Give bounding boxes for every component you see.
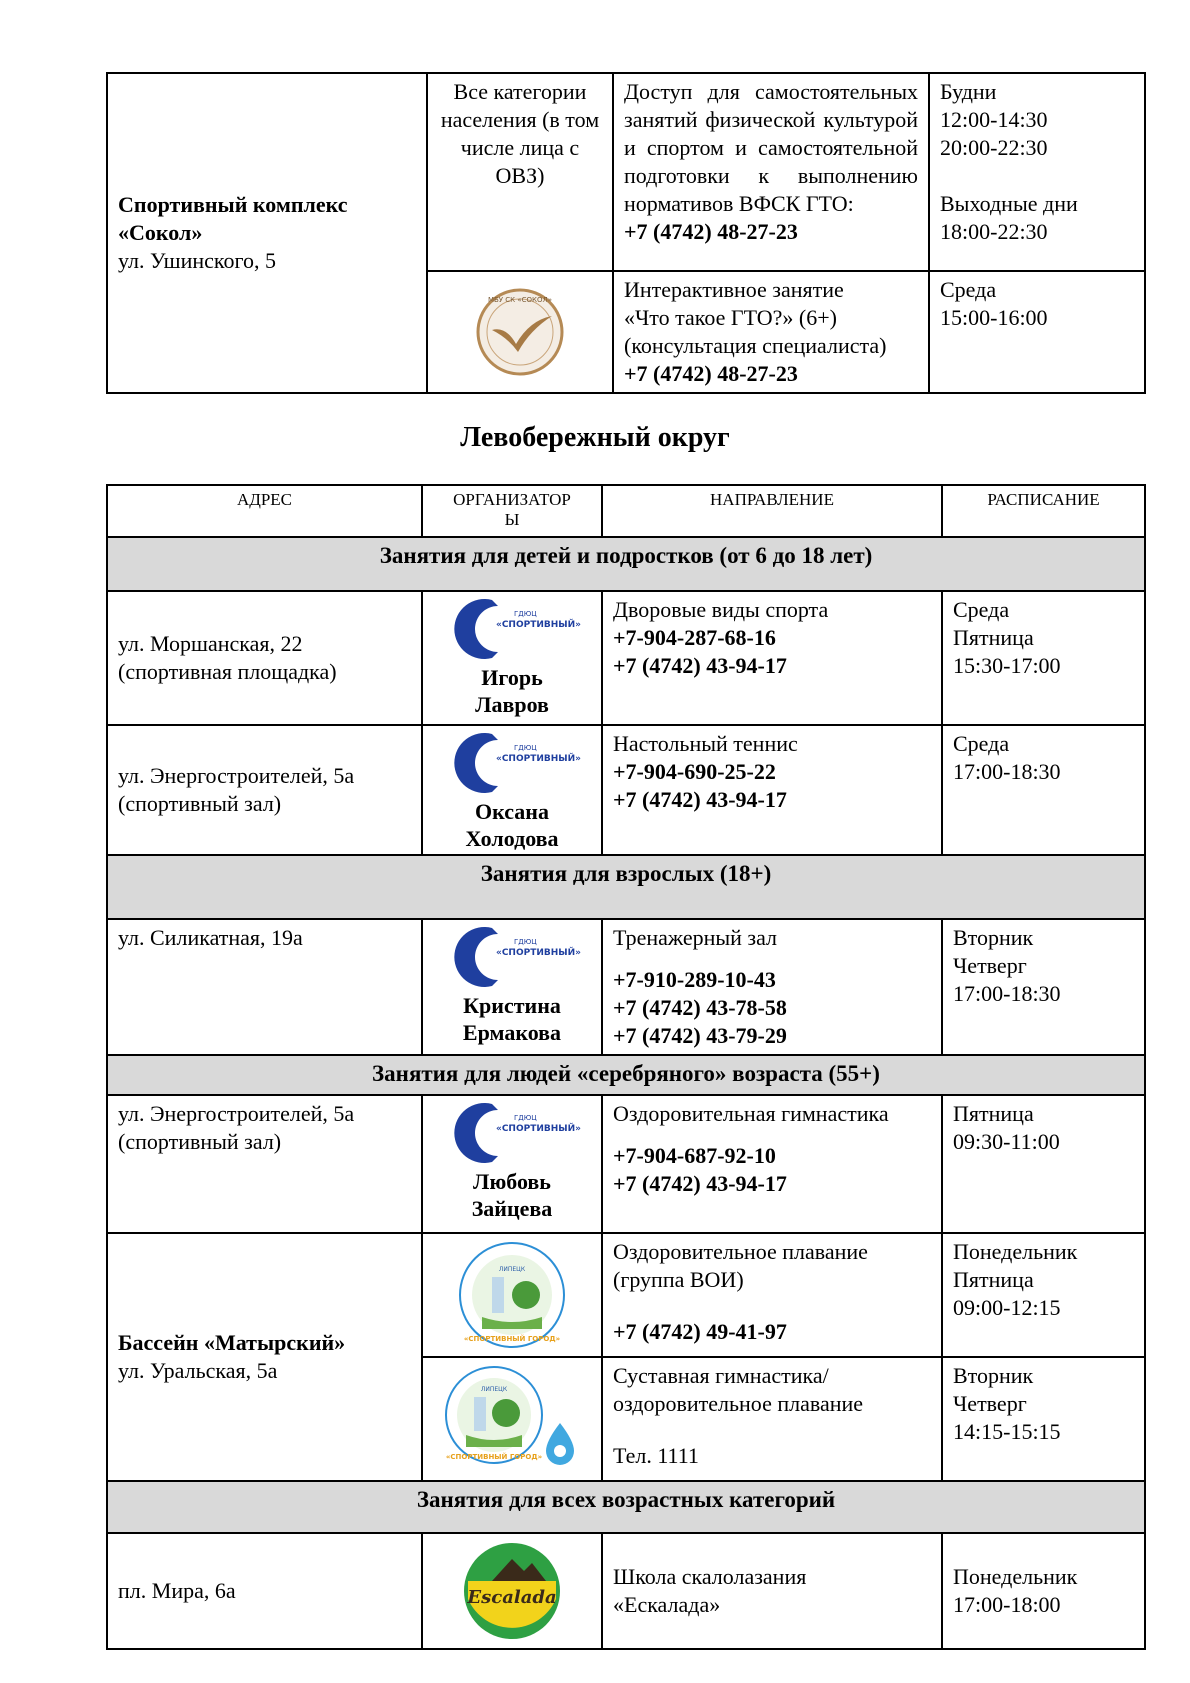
direction-phone: +7 (4742) 48-27-23 [624,361,798,386]
category-cell: Все категории населения (в том числе лица с ОВЗ) [427,73,613,271]
direction-cell [602,1357,942,1481]
organizer-cell [422,1357,602,1481]
direction-title: Суставная гимнастика/ [613,1363,829,1388]
direction-title: оздоровительное плавание [613,1391,864,1416]
schedule-line: Будни [940,79,997,104]
schedule-line: 20:00-22:30 [940,135,1048,160]
direction-text: Доступ для самостоятельных занятий физической культурой и спортом и самостоятельной подготовки к выполнению нормативов ВФСК ГТО: [624,79,918,216]
schedule-cell [942,1533,1145,1649]
table-row [107,919,1145,1055]
venue-name-line2: «Сокол» [118,220,203,245]
organizer-last-name: Лавров [475,692,549,717]
direction-title: «Ескалада» [613,1592,721,1617]
address-line: ул. Уральская, 5а [118,1358,278,1383]
sokol-logo-text: МБУ СК «СОКОЛ» [487,296,553,304]
gdyuts-logo [452,922,581,992]
address-cell [107,1533,422,1649]
organizer-first-name: Кристина [463,993,561,1018]
phone: +7 (4742) 49-41-97 [613,1319,787,1344]
header-organizers [422,485,602,537]
schedule-line: Понедельник [953,1239,1078,1264]
schedule-line: 09:00-12:15 [953,1295,1061,1320]
schedule-cell [942,1233,1145,1357]
header-address: АДРЕС [107,485,422,537]
address-line: ул. Силикатная, 19а [118,925,303,950]
escalada-logo [462,1541,562,1641]
phone: +7 (4742) 43-94-17 [613,1171,787,1196]
organizer-first-name: Любовь [473,1169,551,1194]
schedule-line: Вторник [953,1363,1034,1388]
schedule-cell [929,73,1145,271]
organizer-first-name: Игорь [481,665,543,690]
sport-city-logo-text: «СПОРТИВНЫЙ ГОРОД» [445,1453,543,1461]
address-cell [107,919,422,1055]
direction-cell [602,1233,942,1357]
phone: +7-904-687-92-10 [613,1143,776,1168]
direction-line: Интерактивное занятие [624,277,844,302]
organizer-last-name: Холодова [465,826,559,851]
organizer-cell [422,1095,602,1233]
direction-title: Оздоровительная гимнастика [613,1101,889,1126]
gdyuts-logo-text: ГДЮЦ [514,610,537,618]
direction-cell [602,1095,942,1233]
direction-title: Школа скалолазания [613,1564,807,1589]
section-adults: Занятия для взрослых (18+) [107,855,1145,919]
phone: +7-904-287-68-16 [613,625,776,650]
phone: +7-910-289-10-43 [613,967,776,992]
water-drop-icon [546,1423,574,1465]
schedule-cell [942,919,1145,1055]
address-cell [107,1233,422,1481]
schedule-cell [942,1095,1145,1233]
sport-city-logo [456,1239,568,1351]
gdyuts-logo-text: «СПОРТИВНЫЙ» [496,620,581,630]
schedule-line: Среда [953,731,1010,756]
gdyuts-logo-text: «СПОРТИВНЫЙ» [496,754,581,764]
direction-cell [602,725,942,855]
sokol-logo [474,286,566,378]
gdyuts-logo-text: «СПОРТИВНЫЙ» [496,948,581,958]
direction-title: Дворовые виды спорта [613,597,829,622]
schedule-line: Среда [940,277,997,302]
gdyuts-logo-text: ГДЮЦ [514,1114,537,1122]
schedule-line: Пятница [953,1267,1034,1292]
schedule-line: 18:00-22:30 [940,219,1048,244]
schedule-line: Четверг [953,953,1027,978]
gdyuts-logo [452,594,581,664]
gdyuts-logo-text: ГДЮЦ [514,744,537,752]
address-cell [107,1095,422,1233]
sport-city-logo-text: ЛИПЕЦК [498,1266,526,1273]
address-line: (спортивный зал) [118,1129,282,1154]
schedule-line: 17:00-18:30 [953,981,1061,1006]
direction-line: «Что такое ГТО?» (6+) [624,305,837,330]
direction-cell [602,1533,942,1649]
venue-cell [107,73,427,393]
section-all: Занятия для всех возрастных категорий [107,1481,1145,1533]
organizer-cell [422,1233,602,1357]
phone: +7-904-690-25-22 [613,759,776,784]
table-row [107,1533,1145,1649]
schedule-cell [929,271,1145,393]
header-organizers-line2: Ы [504,510,520,529]
organizer-cell [422,919,602,1055]
section-kids: Занятия для детей и подростков (от 6 до 18 лет) [107,537,1145,591]
address-cell [107,591,422,725]
schedule-line: 14:15-15:15 [953,1419,1061,1444]
direction-title: Настольный теннис [613,731,798,756]
direction-title: Тренажерный зал [613,925,778,950]
address-line: ул. Энергостроителей, 5а [118,1101,355,1126]
table-row [107,725,1145,855]
address-line: Бассейн «Матырский» [118,1330,346,1355]
schedule-line: 17:00-18:30 [953,759,1061,784]
table-row [107,1233,1145,1357]
address-line: ул. Моршанская, 22 [118,631,303,656]
header-row [107,485,1145,537]
schedule-line: Среда [953,597,1010,622]
schedule-cell [942,725,1145,855]
phone: +7 (4742) 43-78-58 [613,995,787,1020]
gdyuts-logo-text: ГДЮЦ [514,938,537,946]
schedule-line: Вторник [953,925,1034,950]
organizer-cell [422,1533,602,1649]
phone: +7 (4742) 43-94-17 [613,653,787,678]
schedule-line: Выходные дни [940,191,1078,216]
sport-city-logo [442,1363,582,1475]
phone: +7 (4742) 43-79-29 [613,1023,787,1048]
header-direction: НАПРАВЛЕНИЕ [602,485,942,537]
schedule-line: 15:00-16:00 [940,305,1048,330]
schedule-line: 15:30-17:00 [953,653,1061,678]
section-silver: Занятия для людей «серебряного» возраста (55+) [107,1055,1145,1095]
district-title: Левобережный округ [460,422,730,453]
direction-phone: +7 (4742) 48-27-23 [624,219,798,244]
schedule-line: 17:00-18:00 [953,1592,1061,1617]
direction-cell [613,271,929,393]
organizer-cell [422,591,602,725]
schedule-line: 09:30-11:00 [953,1129,1060,1154]
table-row [107,591,1145,725]
organizer-cell [422,725,602,855]
address-line: (спортивный зал) [118,791,282,816]
gdyuts-logo [452,1098,581,1168]
schedule-line: Пятница [953,1101,1034,1126]
venue-name-line1: Спортивный комплекс [118,192,348,217]
gdyuts-logo [452,728,581,798]
organizer-last-name: Ермакова [462,1020,562,1045]
address-line: пл. Мира, 6а [118,1578,236,1603]
phone: +7 (4742) 43-94-17 [613,787,787,812]
venue-address: ул. Ушинского, 5 [118,248,276,273]
direction-line: (консультация специалиста) [624,333,887,358]
direction-cell [602,591,942,725]
organizer-first-name: Оксана [475,799,549,824]
direction-title: Оздоровительное плавание [613,1239,868,1264]
header-organizers-line1: ОРГАНИЗАТОР [453,490,571,509]
phone: Тел. 1111 [613,1443,699,1468]
address-line: (спортивная площадка) [118,659,337,684]
address-line: ул. Энергостроителей, 5а [118,763,355,788]
sokol-logo-cell [427,271,613,393]
direction-cell [602,919,942,1055]
gdyuts-logo-text: «СПОРТИВНЫЙ» [496,1124,581,1134]
schedule-line: 12:00-14:30 [940,107,1048,132]
schedule-table [106,484,1146,1650]
direction-cell [613,73,929,271]
schedule-line: Понедельник [953,1564,1078,1589]
table-row [107,1095,1145,1233]
schedule-cell [942,1357,1145,1481]
sport-city-logo-text: «СПОРТИВНЫЙ ГОРОД» [463,1335,561,1343]
address-cell [107,725,422,855]
sport-city-logo-text: ЛИПЕЦК [480,1386,508,1393]
direction-title: (группа ВОИ) [613,1267,744,1292]
header-schedule: РАСПИСАНИЕ [942,485,1145,537]
escalada-logo-text: Escalada [467,1587,557,1608]
schedule-line: Четверг [953,1391,1027,1416]
sokol-table [106,72,1146,394]
schedule-cell [942,591,1145,725]
organizer-last-name: Зайцева [471,1196,553,1221]
schedule-line: Пятница [953,625,1034,650]
